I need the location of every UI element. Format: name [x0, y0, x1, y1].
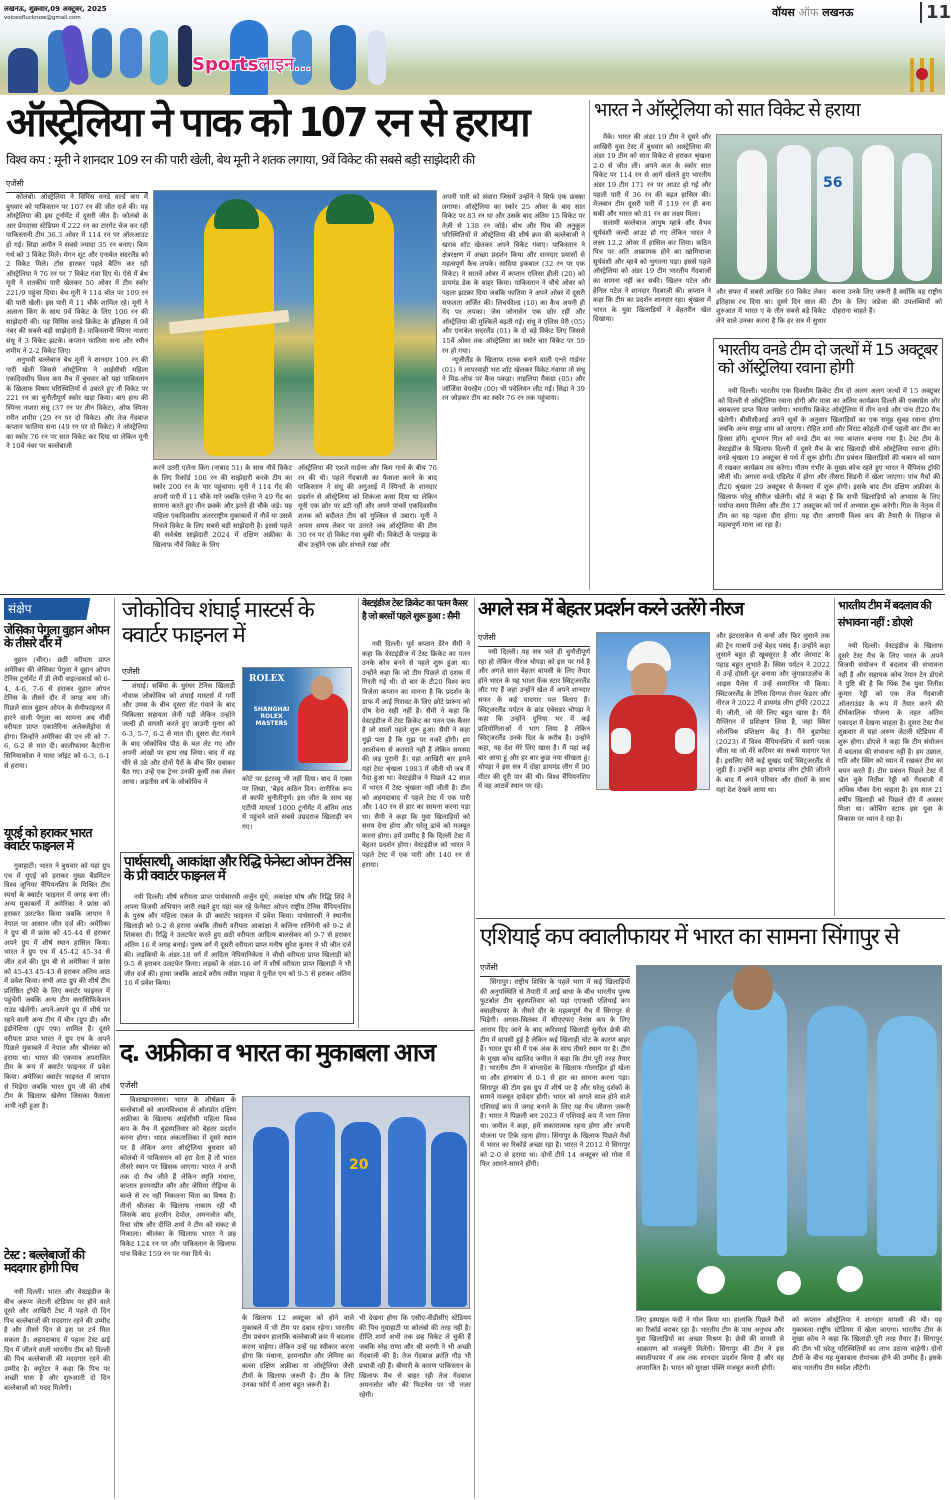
paragraph: अनुभवी बल्लेबाज बेथ मूनी ने शानदार 109 रन की पारी खेली जिससे ऑस्ट्रेलिया ने आईसीसी महिला एकदिवसीय विश्व कप मैच में बुधवार को यहां पाकिस्तान के खिलाफ विषम परिस्थितियों से उबरते हुए नौ विकेट पर 221 रन का चुनौतीपूर्ण स्कोर खड़ा किया। बाएं हाथ की स्पिनर नाशरा संधू (37 रन पर तीन विकेट), ऑफ स्पिनर रमीन शमीम (29 रन पर दो विकेट) और तेज गेंदबाज कप्तान फातिमा सना (49 रन पर दो विकेट) ने ऑस्ट्रेलिया का स्कोर 76 रन पर सात विकेट कर दिया था लेकिन मूनी ने 10वें नंबर पर बल्लेबाजी	[6, 356, 148, 451]
u19-body: मैके। भारत की अंडर 19 टीम ने दूसरे और आखिरी युवा टेस्ट में बुधवार को आस्ट्रेलिया की अंडर 19 टीम को सात विकेट से हराकर श्रृंखला 2-0 से जीत ली। अपने कल के स्कोर सात विकेट पर 114 रन से आगे खेलते हुए भारतीय अंडर 19 टीम 171 रन पर आउट हो गई और पहली पारी में 36 रन की बढ़त हासिल की। मेजबान टीम दूसरी पारी में 119 रन ही बना सकी और भारत को 81 रन का लक्ष्य मिला। सलामी बल्लेबाज आयुष म्हात्रे और वैभव सूर्यवंशी जल्दी आउट हो गए लेकिन भारत ने लक्ष्य 12.2 ओवर में हासिल कर लिया। कठिन पिच पर अति आक्रामक होने का खामियाजा सूर्यवंशी और म्हात्रे को भुगतना पड़ा। इससे पहले ऑस्ट्रेलिया को अंडर 19 टीम भारतीय गेंदबाजों का सामना नहीं कर सकी। खिलन पटेल और हेनिल पटेल ने शानदार गेंदबाजी की। कप्तान ने कहा कि टीम का प्रदर्शन शानदार रहा। श्रृंखला में भारत के युवा खिलाड़ियों ने बेहतरीन खेल दिखाया।	[593, 133, 711, 324]
lead-subhead: विश्व कप : मूनी ने शानदार 109 रन की पारी खेली, बेथ मूनी ने शतक लगाया, 9वें विकेट की सबसे बड़ी साझेदारी की	[6, 152, 475, 167]
odi-team-body: नयी दिल्ली। भारतीय एक दिवसीय क्रिकेट टीम दो अलग अलग जत्थों में 15 अक्टूबर को दिल्ली से ऑस्ट्रेलिया रवाना होगी और यात्रा का अंतिम कार्यक्रम दिल्ली की एक्सप्रेस ओर बसबल्ला प्राप्त किया जायेगा। भारतीय क्रिकेट ऑस्ट्रेलिया में तीन वनडे और पांच टी20 मैच खेलेगी। बीसीसीआई अपने सूत्रों के अनुसार खिलाड़ियों का एक समूह सुबह रवाना होगा जबकि अन्य समूह शाम को जाएगा। रोहित शर्मा और विराट कोहली दोनों पहली बार टीम का हिस्सा होंगे। शुभमन गिल को वनडे टीम का नया कप्तान बनाया गया है। टेस्ट टीम के वेस्टइंडीज के खिलाफ दिल्ली में दूसरे मैच के बाद खिलाड़ी सीधे ऑस्ट्रेलिया रवाना होंगे। वनडे श्रृंखला 19 अक्टूबर से पर्थ में शुरू होगी। टीम प्रबंधन खिलाड़ियों की थकान को ध्यान में रखकर कार्यक्रम तय करेगा। गौतम गंभीर के मुख्य कोच रहते हुए भारत ने चैंपियंस ट्रॉफी जीती थी। अगला वनडे एडिलेड में होगा और तीसरा सिडनी में खेला जाएगा। पांच मैचों की टी20 श्रृंखला 29 अक्टूबर से कैनबरा में शुरू होगी। इसके बाद टीम दक्षिण अफ्रीका के खिलाफ घरेलू सीरीज खेलेगी। बोर्ड ने कहा है कि सभी खिलाड़ियों को अभ्यास के लिए पर्याप्त समय मिलेगा और टीम 17 अक्टूबर को पर्थ में अभ्यास शुरू करेगी। गिल के नेतृत्व में टीम का यह पहला दौरा होगा। यह दौरा आगामी विश्व कप की तैयारी के लिहाज से महत्वपूर्ण माना जा रहा है।	[718, 387, 940, 530]
section-title	[192, 52, 311, 76]
fenesta-body: नयी दिल्ली। शीर्ष वरीयता प्राप्त पार्थसारथी अर्जुन मुंधे, अकांक्षा घोष और रिद्धि शिंदे ने अपना विजयी अभियान जारी रखते हुए यहां चल रहे फेनेस्टा ओपन राष्ट्रीय टेनिस चैंपियनशिप के पुरुष और महिला एकल के प्री क्वार्टर फाइनल में प्रवेश किया। पार्थसारथी ने स्थानीय खिलाड़ी को 9-2 से हराया जबकि तीसरी वरीयता आकांक्षा ने कलिना रानिंगेनी को 9-2 से शिकस्त दी। रिद्धि ने उलटफेर करते हुए छठी वरीयता आदित्य बालसेकर को 9-7 से हराकर अंतिम 16 में जगह बनाई। पुरुष वर्ग में दूसरी वरीयता प्राप्त मनीष सुरेश कुमार ने भी जीत दर्ज की। लड़कियों के अंडर-18 वर्ग में आदिता नेपियानिकेता ने चौथी वरीयता प्राप्त खिलाड़ी को 9-5 से हराकर उलटफेर किया। लड़कों के अंडर-16 वर्ग में शीर्ष वरीयता प्राप्त खिलाड़ी ने भी जीत दर्ज की। हाथा जबकि आठवें वरीय तवीश पाहवा ने पुनीत एम को 9-5 से हराकर अंतिम 16 में प्रवेश किया।	[124, 893, 351, 988]
sa-india-body-2: के खिलाफ 12 अक्टूबर को होने वाले मुकाबले में भी टीम पर दबाव रहेगा। भारतीय टीम प्रबंधन हालांकि बल्लेबाजी क्रम में बदलाव करना चाहेगा। लेकिन उन्हें यह स्वीकार करना होगा कि मंधाना, हरमनप्रीत और जेमिमा का बल्ला दक्षिण अफ्रीका या ऑस्ट्रेलिया जैसी टीमों के खिलाफ जरूरी है। टीम के लिए उनका फॉर्म में आना बहुत जरूरी है।	[242, 1314, 354, 1390]
football-body: सिंगापुर। राष्ट्रीय शिविर के पहले भाग में कई खिलाड़ियों की अनुपस्थिति से तैयारी में आई बाधा के बीच भारतीय पुरुष फुटबॉल टीम बृहस्पतिवार को यहां एएफसी एशियाई कप क्वालीफायर के तीसरे दौर के महत्वपूर्ण मैच में सिंगापुर से भिड़ेगी। अगस्त-सितंबर में सीएएफए नेशंस कप के लिए आराम दिए जाने के बाद करिश्माई खिलाड़ी सुनील छेत्री की टीम में वापसी हुई है लेकिन कई खिलाड़ी चोट के कारण बाहर हैं। भारत ग्रुप सी में एक अंक के साथ तीसरे स्थान पर है। टीम के मुख्य कोच खालिद जमील ने कहा कि टीम पूरी तरह तैयार है। भारतीय टीम ने बांग्लादेश के खिलाफ गोलरहित ड्रॉ खेला था और हांगकांग से 0-1 से हार का सामना करना पड़ा। सिंगापुर की टीम इस ग्रुप में शीर्ष पर है और घरेलू दर्शकों के सामने मजबूत दावेदार होगी। भारत को अगले साल होने वाले एशियाई कप में जगह बनाने के लिए यह मैच जीतना जरूरी है। भारत ने पिछली बार 2023 में एशियाई कप में भाग लिया था। जमील ने कहा, हमें सकारात्मक रहना होगा और अपनी योजना पर टिके रहना होगा। सिंगापुर के खिलाफ पिछले मैचों में भारत का रिकॉर्ड अच्छा रहा है। भारत ने 2012 में सिंगापुर को 2-0 से हराया था। दोनों टीमें 14 अक्टूबर को गोवा में फिर आमने-सामने होंगी।	[480, 978, 630, 1169]
brief-body-2: गुवाहाटी। भारत ने बुधवार को यहां ग्रुप एच में यूएई को हराकर मुख्य बैडमिंटन विश्व जूनियर चैंपियनशिप के मिश्रित टीम स्पर्धा के क्वार्टर फाइनल में जगह बना ली। अन्य मुकाबलों में अमेरिका ने फ्रांस को हराकर उलटफेर किया जबकि जापान ने नेपाल पर आसान जीत दर्ज की। अमेरिका ने ग्रुप बी में फ्रांस को 45-44 से हराकर अपने ग्रुप में शीर्ष स्थान हासिल किया। भारत ने ग्रुप एच में 45-42 45-34 से जीत दर्ज की। ग्रुप बी से अमेरिका ने फ्रांस को 45-43 45-43 से हराकर अंतिम आठ में प्रवेश किया। सभी आठ ग्रुप की शीर्ष टीम प्रतिष्ठित ट्रॉफी के लिए क्वार्टर फाइनल में पहुंचेंगी जबकि अन्य टीम क्लासिफिकेशन राउंड खेलेंगी। अपने-अपने ग्रुप में शीर्ष पर रहने वाली अन्य टीम में चीन (ग्रुप डी) और इंडोनेशिया (ग्रुप एफ) शामिल हैं। दूसरे वरीयता प्राप्त भारत ने ग्रुप एच के अपने पिछले मुकाबले में नेपाल और श्रीलंका को हराया था। भारत की एकमात्र अपराजित टीम के रूप में क्वार्टर फाइनल में प्रवेश किया। अमेरिका क्वार्टर फाइनल में जापान से भिड़ेगा जबकि भारत ग्रुप जी की शीर्ष टीम के खिलाफ खेलेगा जिसका फैसला अभी नहीं हुआ है।	[4, 862, 110, 1110]
neeraj-body: नयी दिल्ली। यह सत्र भले ही चुनौतीपूर्ण रहा हो लेकिन नीरज चोपड़ा को इस पर गर्व है और अगले साल बेहतर वापसी के लिए तैयार होने भारत के यह भाला फेंक स्टार स्विट्जरलैंड लौट गए हैं जहां उन्होंने खेल में अपने शानदार सफर के कई यादगार पल बिताए हैं। स्विट्जरलैंड पर्यटन के ब्रांड एंबेसडर चोपड़ा ने कहा कि उन्होंने दुनिया भर में कई प्रतियोगिताओं में भाग लिया है लेकिन स्विट्जरलैंड उनके दिल के करीब है। उन्होंने कहा, यह देश मेरे लिए खास है। मैं यहां कई बार आया हूं और हर बार कुछ नया सीखता हूं। चोपड़ा ने इस सत्र में दोहा डायमंड लीग में 90 मीटर की दूरी पार की थी। विश्व चैंपियनशिप में वह आठवें स्थान पर रहे।	[478, 648, 590, 791]
brief-body-3: नयी दिल्ली। भारत और वेस्टइंडीज के बीच अरूण जेटली स्टेडियम पर होने वाले दूसरे और आखिरी टेस्ट में पहले दो दिन पिच बल्लेबाजों की मददगार रहने की उम्मीद है और तीसरे दिन से इस पर टर्न मिल सकता है। अहमदाबाद में पहला टेस्ट ढाई दिन में जीतने वाली भारतीय टीम को दिल्ली की पिच बल्लेबाजी की मददगार रहने की उम्मीद है। क्यूरेटर ने कहा कि पिच पर अच्छी घास है और शुरुआती दो दिन बल्लेबाजों को मदद मिलेगी।	[4, 1288, 110, 1392]
sammy-body: नयी दिल्ली। पूर्व कप्तान डेरेन सैमी ने कहा कि वेस्टइंडीज में टेस्ट क्रिकेट का पतन उनके कोच बनने से पहले शुरू हुआ था। उन्होंने कहा कि जो टीम पिछले दो दशक में गिरती गई थी। दो बार के टी20 विश्व कप विजेता कप्तान का मानना है कि प्रदर्शन के ग्राफ में आई गिरावट के लिए छोटे प्रारूप को दोष देना सही नहीं है। सैमी ने कहा कि वेस्टइंडीज में टेस्ट क्रिकेट का पतन एक कैंसर है जो सालों पहले शुरू हुआ। सैमी ने कहा मुझे पता है कि मुझ पर नजरें होंगी। हम आलोचना से कतराते नहीं हैं लेकिन समस्या की जड़ पुरानी है। यहां आखिरी बार हमने यहां टेस्ट श्रृंखला 1983 में जीती थी जब मैं पैदा हुआ था। वेस्टइंडीज ने पिछले 42 साल में भारत में टेस्ट श्रृंखला नहीं जीती है। टीम को अहमदाबाद में पहले टेस्ट में एक पारी और 140 रन से हार का सामना करना पड़ा था। सैमी ने कहा कि युवा खिलाड़ियों को समय देना होगा और घरेलू ढांचे को मजबूत करना होगा। हमें उम्मीद है कि दिल्ली टेस्ट में बेहतर प्रदर्शन होगा। वेस्टइंडीज को भारत ने पहले टेस्ट में एक पारी और 140 रन से हराया।	[362, 640, 470, 869]
sa-india-body-3: भी देखना होगा कि एसीए-वीडीसीए स्टेडियम की पिच गुवाहाटी या कोलंबो की तरह नहीं है। दीप्ति शर्मा अभी तक छह विकेट ले चुकी हैं जबकि स्नेह राणा और श्री चरणी ने भी अच्छी गेंदबाजी की है। तेज गेंदबाज क्रांति गौड़ भी प्रभावी रही हैं। बीमारी के कारण पाकिस्तान के खिलाफ मैच से बाहर रही तेज गेंदबाज अमनजोत कौर की फिटनेस पर भी नजर रहेगी।	[359, 1314, 471, 1399]
djokovic-headline: जोकोविच शंघाई मास्टर्स के क्वार्टर फाइनल में	[122, 598, 314, 649]
football-headline: एशियाई कप क्वालीफायर में भारत का सामना सिंगापुर से	[480, 924, 899, 950]
brief-headline-1: जेसिका पेगुला वुहान ओपन के तीसरे दौर में	[4, 623, 110, 650]
brief-label: संक्षेप	[4, 598, 108, 620]
u19-caption-text: और सफर में सबसे आखिर 69 विकेट लेकर इतिहास रच दिया था। दूसरे दिन साल की शुरुआत में भारत ए के तीन सबसे बड़े विकेट लेने वाले उनका करना है कि हर सत्र में सुधार करना उनके लिए जरूरी है क्योंकि वह राष्ट्रीय टीम के लिए जडेजा की उपलब्धियों को दोहराना चाहते हैं।	[716, 288, 942, 325]
paper-name: वॉयस ऑफ लखनऊ	[772, 6, 854, 19]
football-agency: एजेंसी	[480, 962, 630, 977]
football-body-3: को कप्तान ऑस्ट्रेलिया ने शानदार वापसी की थी। यह मुकाबला राष्ट्रीय स्टेडियम में खेला जाएगा। भारतीय टीम के मुख्य कोच ने कहा कि खिलाड़ी पूरी तरह तैयार हैं। सिंगापुर की टीम भी घरेलू परिस्थितियों का लाभ उठाना चाहेगी। दोनों टीमों के बीच यह मुकाबला रोमांचक होने की उम्मीद है। इसके बाद भारतीय टीम स्वदेश लौटेगी।	[792, 1316, 942, 1372]
sa-india-body: विशाखापत्तनम। भारत के शीर्षक्रम के बल्लेबाजों को आत्मविश्वास से ओतप्रोत दक्षिण अफ्रीका के खिलाफ आईसीसी महिला विश्व कप के मैच में बृहस्पतिवार को बेहतर प्रदर्शन करना होगा। भारत अंकतालिका में दूसरे स्थान पर है लेकिन अगर ऑस्ट्रेलिया बुधवार को कोलंबो में पाकिस्तान को हरा देता है तो भारत तीसरे स्थान पर खिसक जाएगा। भारत ने अभी तक दो मैच जीते हैं लेकिन स्मृति मंधाना, कप्तान हरमनप्रीत कौर और जेमिमा रोड्रिग्स के बल्ले से रन नहीं निकलना चिंता का विषय है। तीनों श्रीलंका के खिलाफ नाकाम रही थी जिसके बाद हरलीन देयोल, अमनजोत कौर, रिचा घोष और दीप्ति शर्मा ने टीम को संकट से निकाला। श्रीलंका के खिलाफ भारत ने छह विकेट 124 रन पर और पाकिस्तान के खिलाफ पांच विकेट 159 रन पर गंवा दिये थे।	[120, 1096, 236, 1258]
sa-india-headline: द. अफ्रीका व भारत का मुकाबला आज	[120, 1038, 435, 1067]
lead-body-col3: ऑस्ट्रेलिया की एशले गार्डनर और किम गार्थ के बीच 76 रन की थी। पहले गेंदबाजी का फैसला करने के बाद पाकिस्तान ने संधू की अगुआई में स्पिनरों के शानदार प्रदर्शन से ऑस्ट्रेलिया को शिकंजा कसा दिया था लेकिन मूनी एक छोर पर डटी रहीं और अपने पांचवें एकदिवसीय शतक को बदौलत टीम को मुश्किल से उबारा। मूनी ने अपना समय लेकर पर उतरते जब ऑस्ट्रेलिया की टीम 30 रन पर दो विकेट गंवा चुकी थी। विकेटों के पतझड़ के बीच उन्होंने एक छोर संभाले रखा और	[298, 464, 437, 549]
odi-team-box	[713, 338, 943, 590]
sa-india-agency: एजेंसी	[120, 1080, 235, 1095]
djokovic-body: शंघाई। सर्बिया के धुरंधर टेनिस खिलाड़ी नोवाक जोकोविच को शंघाई मास्टर्स में गर्मी और उमस के बीच दूसरा सेट गंवाने के बाद चिकित्सा सहायता लेनी पड़ी लेकिन उन्होंने जल्दी ही वापसी करते हुए जाउमी मुनार को 6-3, 5-7, 6-2 से मात दी। दूसरा सेट गंवाने के बाद जोकोविच पीठ के बल लेट गए और अपनी आंखों पर हाथ रख लिया। बाद में वह धीरे से उठे और दोनों पैरों के बीच सिर दबाकर बैठ गए। उन्हें एक ट्रेनर उनकी कुर्सी तक लेकर आया। अड़तीस वर्ष के जोकोविच ने	[122, 682, 235, 786]
paragraph: न्यूजीलैंड के खिलाफ शतक बनाने वाली एश्ले गार्डनर (01) ने लापरवाही भरा शॉट खेलकर विकेट गंवाया तो संधू ने मिड-ऑफ पर कैच पकड़ा। ताहलिया मैकग्रा (05) और जॉर्जिया वेयरहैम (00) भी पवेलियन लौट गईं। सिद्रा ने 39 रन जोड़कर टीम का स्कोर 76 रन तक पहुंचाया।	[442, 356, 585, 403]
sammy-headline: वेस्टइंडीज टेस्ट क्रिकेट का पतन कैसर है जो बरसों पहले शुरू हुआ : सैमी	[362, 599, 468, 622]
paragraph: सलामी बल्लेबाज आयुष म्हात्रे और वैभव सूर्यवंशी जल्दी आउट हो गए लेकिन भारत ने लक्ष्य 12.2 ओवर में हासिल कर लिया। कठिन पिच पर अति आक्रामक होने का खामियाजा सूर्यवंशी और म्हात्रे को भुगतना पड़ा। इससे पहले ऑस्ट्रेलिया को अंडर 19 टीम भारतीय गेंदबाजों का सामना नहीं कर सकी। खिलन पटेल और हेनिल पटेल ने शानदार गेंदबाजी की। कप्तान ने कहा कि टीम का प्रदर्शन शानदार रहा। श्रृंखला में भारत के युवा खिलाड़ियों ने बेहतरीन खेल दिखाया।	[593, 219, 711, 324]
sa-india-photo-women-team: 20	[242, 1096, 470, 1309]
email: voiceoflucknow@gmail.com	[4, 15, 81, 21]
dateline: लखनऊ, शुक्रवार,09 अक्टूबर, 2025	[4, 5, 107, 13]
masthead-banner	[0, 0, 951, 95]
section-title-en: Sports	[192, 54, 259, 75]
doshi-headline: भारतीय टीम में बदलाव की संभावना नहीं : डोएशे	[838, 599, 931, 629]
neeraj-photo	[596, 632, 710, 790]
djokovic-agency: एजेंसी	[122, 666, 234, 681]
fenesta-headline: पार्थसारथी, आकांक्षा और रिद्धि फेनेस्टा ओपन टेनिस के प्री क्वार्टर फाइनल में	[124, 854, 351, 885]
brief-headline-3: टेस्ट : बल्लेबाजों की मददगार होगी पिच	[4, 1247, 85, 1276]
lead-photo-australia-batters	[153, 190, 437, 460]
lead-body-col2: करने उतरी एलेना किंग (नाबाद 51) के साथ नौवें विकेट के लिए रिकॉर्ड 106 रन की साझेदारी करके टीम का स्कोर 200 रन के पार पहुंचाया। मूनी ने 114 गेंद की अपनी पारी में 11 चौके मारे जबकि एलेना ने 49 गेंद का सामना करते हुए तीन छक्के और इतने ही चौके जड़े। यह महिला एकदिवसीय अंतरराष्ट्रीय मुकाबलों में नौवें या उससे निचले विकेट के लिए सबसे बड़ी साझेदारी है। इससे पहले की सर्वश्रेष्ठ साझेदारी 2024 में दक्षिण अफ्रीका के खिलाफ नौवें विकेट के लिए	[153, 464, 292, 549]
neeraj-body-2: और इंटरलाकेन से बर्न्स और फिर लुसाने तक की ट्रेन यात्रायें उन्हें बेहद पसंद हैं। उन्होंने कहा लुसाने बहुत ही खूबसूरत है और जेरमाट के पहाड़ बहुत लुभाते हैं। स्विस पर्यटन ने 2022 में उन्हें दोस्ती दूत बनाया और जुंगफ्राउजोच के आइस पैलेस में उन्हें सम्मानित भी किया। स्विटजरलैंड के टेनिस दिग्गज रोजर फेडरर और नीरज ने 2022 में डायमंड लीग ट्रॉफी (2022 में) जीती, जो मेरे लिए बहुत खास है। मैंने मैग्लिंगन में प्रशिक्षण लिया है, जहां स्विस ओलंपिक प्रशिक्षण केंद्र है। मैंने बुडापेस्ट (2023) में विश्व चैंपियनशिप में स्वर्ण पदक जीता था जो मेरे करियर का सबसे यादगार पल है। इसलिए मेरी कई सुखद यादें स्विट्जरलैंड से जुड़ी हैं। उन्होंने कहा डायमंड लीग ट्रॉफी जीतने के बाद मैं अपने परिवार और दोस्तों के साथ यहां देश देखने आया था।	[716, 632, 830, 794]
odi-team-headline: भारतीय वनडे टीम दो जत्थों में 15 अक्टूबर को ऑस्ट्रेलिया रवाना होगी	[718, 340, 937, 378]
djokovic-body-2: कोर्ट पर इंटरव्यू भी नहीं दिया। बाद में एक्स पर लिखा, 'बेहद कठिन दिन। शारीरिक रूप से काफी चुनौतीपूर्ण। इस जीत के साथ वह एटीपी मास्टर्स 1000 टूर्नामेंट में अंतिम आठ में पहुंचने वाले सबसे उम्रदराज खिलाड़ी बन गए।	[242, 775, 352, 831]
cricket-stumps-icon	[904, 50, 940, 92]
u19-photo-india-team: 56	[716, 134, 942, 284]
brief-headline-2: यूएई को हराकर भारत क्वार्टर फाइनल में	[4, 825, 92, 854]
section-title-hi: लाइन...	[258, 54, 312, 75]
page-number: 11	[920, 2, 951, 23]
djokovic-photo: ROLEX SHANGHAI ROLEX MASTERS	[242, 667, 352, 771]
u19-headline: भारत ने ऑस्ट्रेलिया को सात विकेट से हराया	[594, 99, 860, 121]
lead-body-col4: अपनी पारी को संवारा जिसमें उन्होंने ने सिर्फ एक छक्का लगाया। ऑस्ट्रेलिया का स्कोर 25 ओवर के बाद सात विकेट पर 83 रन था और उसके बाद अंतिम 15 विकेट पर तेज़ी से 138 रन जोड़े। बोथ और पिच की अनुकूल परिस्थितियों में ऑस्ट्रेलिया की शीर्ष क्रम की बल्लेबाजी ने खराब शॉट खेलकर अपने विकेट गंवाए। पाकिस्तान ने क्षेत्ररक्षण में अच्छा प्रदर्शन किया और शानदार प्रयासों से महत्वपूर्ण कैच लपके। सादिया इकबाल (32 रन पर एक विकेट) ने सातवें ओवर में कप्तान एलिसा हीली (20) को डायमंड डेक के बाहर किया। पाकिस्तान ने चौथे ओवर को पहला झटका दिया जबकि फातिमा ने अपने ओवर में दूसरी सफलता अर्जित की। लिचफील्ड (10) का कैच अपनी ही गेंद पर लपका। जेस जोनासेन एक छोर रहीं और ऑस्ट्रेलिया की मुश्किलें बढ़ती गई। संधू ने एलिस पेरी (05) और एनाबेल सदरलैंड (01) के दो बड़े विकेट लिए जिससे 15वें ओवर तक ऑस्ट्रेलिया का स्कोर चार विकेट पर 59 रन हो गया। न्यूजीलैंड के खिलाफ शतक बनाने वाली एश्ले गार्डनर (01) ने लापरवाही भरा शॉट खेलकर विकेट गंवाया तो संधू ने मिड-ऑफ पर कैच पकड़ा। ताहलिया मैकग्रा (05) और जॉर्जिया वेयरहैम (00) भी पवेलियन लौट गईं। सिद्रा ने 39 रन जोड़कर टीम का स्कोर 76 रन तक पहुंचाया।	[442, 193, 585, 403]
football-body-2: लिए इस्माइल फंदी ने गोल किया था। हालांकि पिछले मैचों का रिकॉर्ड बराबर रहा है। भारतीय टीम के पास अनुभव और युवा खिलाड़ियों का अच्छा मिश्रण है। छेत्री की वापसी से आक्रमण को मजबूती मिलेगी। सिंगापुर की टीम ने इस क्वालीफायर में अब तक शानदार प्रदर्शन किया है और वह अपराजित है। भारत को सुरक्षा पंक्ति मजबूत करनी होगी।	[636, 1316, 784, 1372]
doshi-body: नयी दिल्ली। वेस्टइंडीज के खिलाफ दूसरे टेस्ट मैच के लिए भारत के अपने विजयी संयोजन में बदलाव की संभावना नहीं है और सहायक कोच रेयान टेन डोएशे ने पुष्टि की है कि थिंक टैंक युवा नितीश कुमार रेड्डी को एक तेज गेंदबाजी ऑलराउंडर के रूप में तैयार करने की दीर्घकालिक योजना के तहत अंतिम एकादश में देखना चाहता है। दूसरा टेस्ट मैच शुक्रवार से यहां अरुण जेटली स्टेडियम में शुरू होगा। डोएशे ने कहा कि टीम संयोजन में बदलाव की संभावना नहीं है। हम उछाल, गति और स्विंग को ध्यान में रखकर टीम का चयन करते हैं। टीम प्रबंधन पिछले टेस्ट में खेल चुके नितीश रेड्डी को गेंदबाजी में अधिक मौका देना चाहता है। इस साल 21 वर्षीय खिलाड़ी को पिछले दौरे में अवसर मिला था। कोचिंग स्टाफ इस युवा के विकास पर ध्यान दे रहा है।	[838, 642, 943, 823]
fenesta-box	[120, 852, 354, 1024]
neeraj-headline: अगले सत्र में बेहतर प्रदर्शन करने उतरेंगे नीरज	[478, 598, 743, 620]
lead-body-col1: कोलंबो। ऑस्ट्रेलिया ने विमिंस वनडे वर्ल्ड कप में बुधवार को पाकिस्तान पर 107 रन की जीत दर्ज की। यह ऑस्ट्रेलिया की इस टूर्नामेंट में दूसरी जीत है। कोलंबो के आर प्रेमदासा स्टेडियम में 222 रन का टारगेट चेज कर रही पाकिस्तानी टीम 36.3 ओवर में 114 रन पर ऑलआउट हो गई। सिद्रा अमीन ने सबसे ज्यादा 35 रन बनाए। किम गर्थ को 3 विकेट मिले। मेगन शूट और एनाबेल सदरलैंड को 2 विकेट मिले। टॉस हारकर पहले बैटिंग कर रही ऑस्ट्रेलिया ने 76 रन पर 7 विकेट गंवा दिए थे। ऐसे में बेथ मूनी ने शतकीय पारी खेलकर 50 ओवर में टीम स्कोर 221/9 पहुंचा दिया। बेथ मूनी ने 114 बॉल पर 109 रन की पारी खेली। इस पारी में 11 चौके शामिल रहे। मूनी ने अलाना किंग के साथ 9वें विकेट के लिए 106 रन की साझेदारी की। यह विमिंस वनडे क्रिकेट के इतिहास में 9वें नंबर की सबसे बड़ी साझेदारी है। पाकिस्तानी स्पिनर नाशरा संधू ने 3 विकेट झटके। कप्तान फातिमा सना और रमीन शमीम ने 2-2 विकेट लिए। अनुभवी बल्लेबाज बेथ मूनी ने शानदार 109 रन की पारी खेली जिससे ऑस्ट्रेलिया ने आईसीसी महिला एकदिवसीय विश्व कप मैच में बुधवार को यहां पाकिस्तान के खिलाफ विषम परिस्थितियों से उबरते हुए नौ विकेट पर 221 रन का चुनौतीपूर्ण स्कोर खड़ा किया। बाएं हाथ की स्पिनर नाशरा संधू (37 रन पर तीन विकेट), ऑफ स्पिनर रमीन शमीम (29 रन पर दो विकेट) और तेज गेंदबाज कप्तान फातिमा सना (49 रन पर दो विकेट) ने ऑस्ट्रेलिया का स्कोर 76 रन पर सात विकेट कर दिया था लेकिन मूनी ने 10वें नंबर पर बल्लेबाजी	[6, 193, 148, 451]
lead-headline: ऑस्ट्रेलिया ने पाक को 107 रन से हराया	[6, 100, 529, 146]
football-photo-india-team	[636, 965, 942, 1311]
lead-agency: एजेंसी	[6, 178, 148, 193]
athlete-figures	[0, 20, 945, 95]
neeraj-agency: एजेंसी	[478, 632, 590, 647]
brief-body-1: वुहान (चीन)। छठी वरीयता प्राप्त अमेरिका की जेसिका पेगुला ने वुहान ओपन टेनिस टूर्नामेंट में डी लेयी वाइल्डकार्ड को 6-4, 4-6, 7-6 से हराकर वुहान ओपन टेनिस के तीसरे दौर में जगह बना ली। पिछले साल वुहान ओपन के सेमीफाइनल में हारने वाली पेगुला का सामना अब नौवीं वरीयता प्राप्त एकातेरिना अलेक्जेंड्रोवा से होगा। जिन्होंने अमेरिका की एन ली को 7-6, 6-2 से मात दी। कालीफायर कैटरीना सिनियाकोवा ने माया जॉइंट को 6-3, 6-1 से हराया।	[4, 656, 110, 770]
